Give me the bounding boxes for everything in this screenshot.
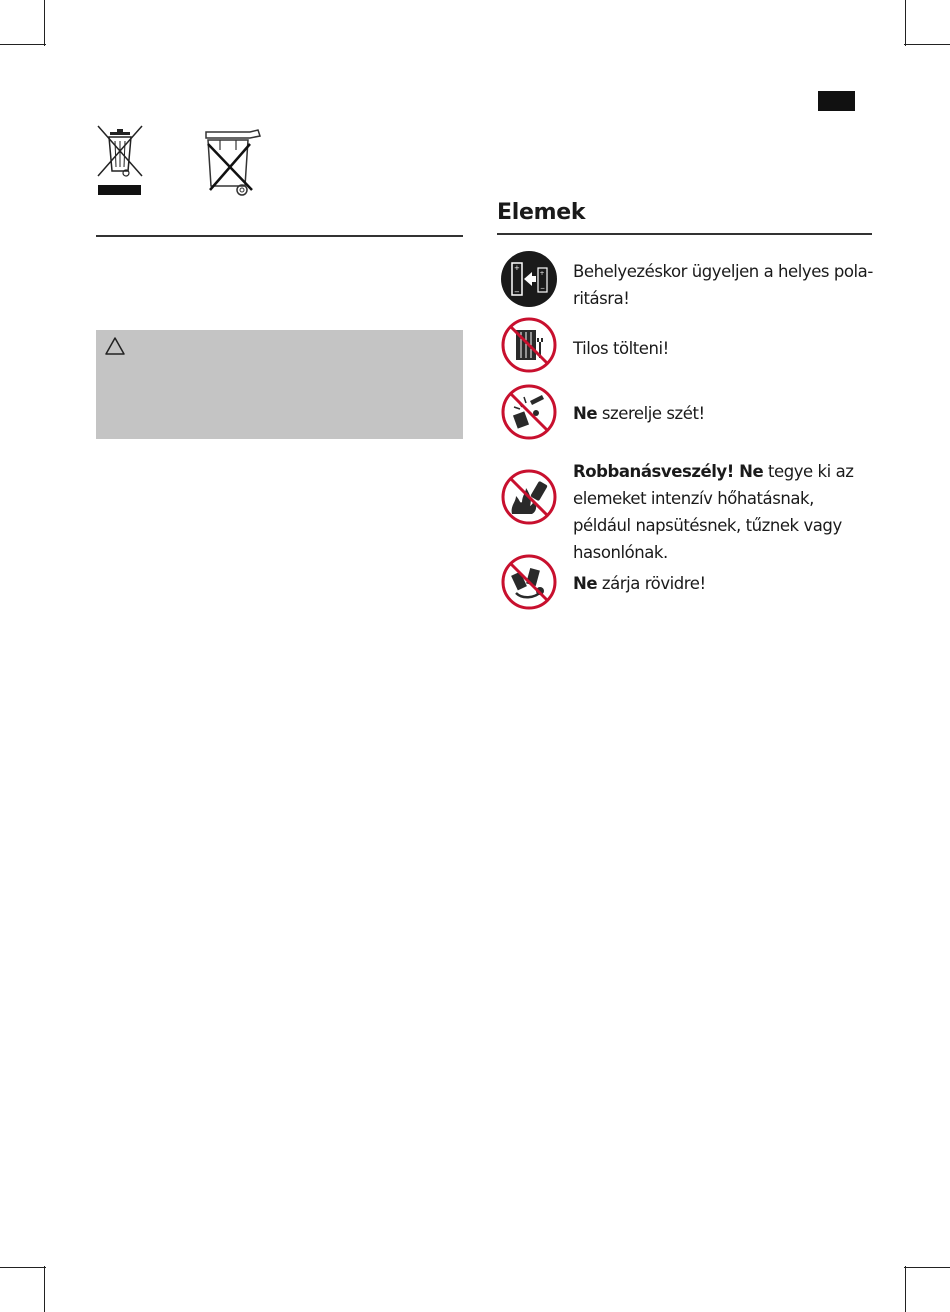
svg-text:+: + <box>539 270 545 277</box>
battery-instruction: Ne szerelje szét! <box>573 404 705 423</box>
crop-mark <box>0 44 46 45</box>
battery-instruction: Tilos tölteni! <box>573 339 669 358</box>
battery-instruction: Behelyezéskor ügyeljen a helyes pola-ritásra! <box>573 262 873 308</box>
batteries-heading: Elemek <box>497 200 586 225</box>
warning-triangle-icon <box>104 336 126 356</box>
svg-text:−: − <box>514 288 520 296</box>
svg-text:−: − <box>540 285 546 292</box>
crop-mark <box>44 1266 45 1312</box>
crop-mark <box>904 44 950 45</box>
battery-instruction: Ne zárja rövidre! <box>573 574 706 593</box>
crop-mark <box>905 0 906 46</box>
crop-mark <box>904 1267 950 1268</box>
crossed-wheelie-bin-icon <box>95 124 145 199</box>
battery-instruction: Robbanásveszély! Ne tegye ki az elemeket intenzív hőhatásnak, például napsütésnek, tűznek vagy hasonlónak. <box>573 462 854 562</box>
polarity-icon <box>500 250 558 308</box>
language-tab <box>818 91 855 111</box>
crop-mark <box>905 1266 906 1312</box>
svg-text:+: + <box>514 264 520 272</box>
no-charging-icon <box>500 316 558 374</box>
no-short-circuit-icon <box>500 553 558 611</box>
warning-box <box>96 330 463 439</box>
no-heat-icon <box>500 468 558 526</box>
crop-mark <box>44 0 45 46</box>
crop-mark <box>0 1267 46 1268</box>
left-section-rule <box>96 235 463 237</box>
no-disassembly-icon <box>500 383 558 441</box>
crossed-bin-outline-icon <box>198 126 264 198</box>
batteries-heading-rule <box>497 233 872 235</box>
